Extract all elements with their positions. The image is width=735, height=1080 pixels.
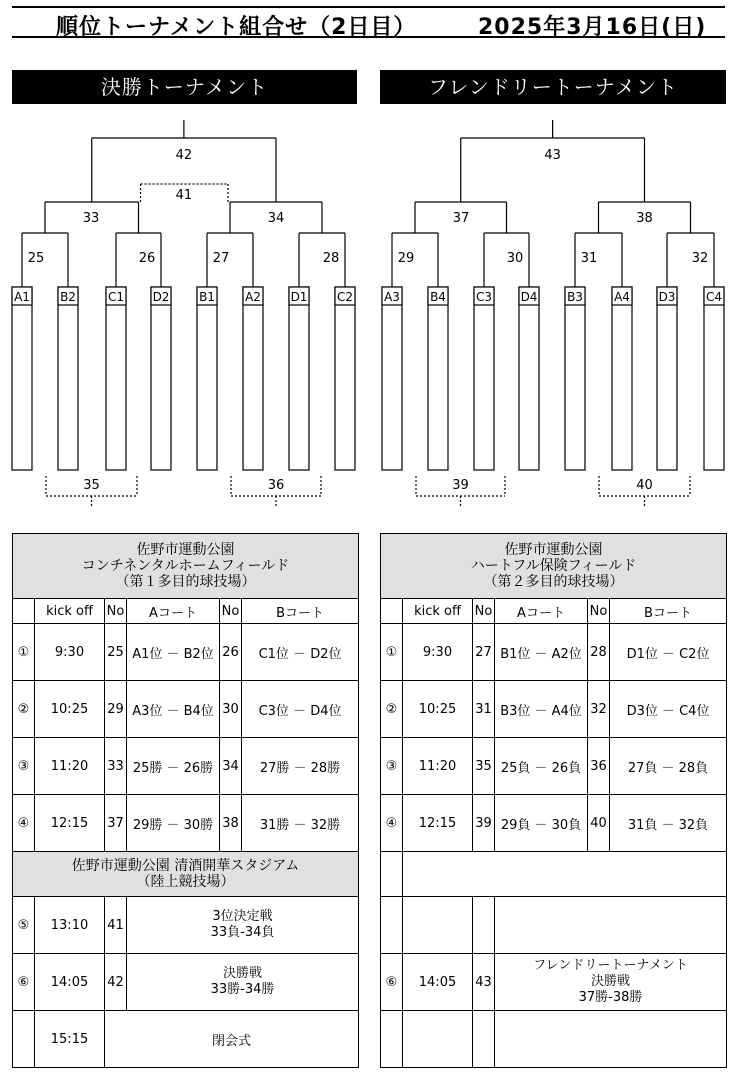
team-slot-box <box>382 287 402 470</box>
col-court-a: Aコート <box>495 599 588 624</box>
court-b-match: 27勝 － 28勝 <box>242 738 359 795</box>
match-no: 42 <box>105 954 127 1011</box>
team-label: A3 <box>384 290 400 304</box>
team-slot-box <box>612 287 632 470</box>
kickoff-time: 12:15 <box>403 795 473 852</box>
match-no: 40 <box>588 795 610 852</box>
table-row <box>13 795 359 852</box>
match-index: ⑥ <box>13 954 35 1011</box>
match-index <box>13 1011 35 1068</box>
banner-friendly-tournament: フレンドリートーナメント <box>380 70 726 104</box>
col-kickoff: kick off <box>403 599 473 624</box>
team-label: B1 <box>199 290 215 304</box>
table-row <box>381 681 727 738</box>
loser-match-no: 39 <box>452 478 469 493</box>
team-slot-box <box>151 287 171 470</box>
empty-cell <box>495 897 727 954</box>
team-label: C2 <box>336 290 354 304</box>
team-slot-box <box>289 287 309 470</box>
court-a-match: B3位 － A4位 <box>495 681 588 738</box>
court-a-match: A1位 － B2位 <box>127 624 220 681</box>
table-row <box>13 954 359 1011</box>
table-row <box>381 738 727 795</box>
match-no: 30 <box>220 681 242 738</box>
final-match-no: 43 <box>544 148 561 163</box>
team-slot-box <box>335 287 355 470</box>
col-no-a: No <box>473 599 495 624</box>
kickoff-time: 10:25 <box>35 681 105 738</box>
kickoff-time: 15:15 <box>35 1011 105 1068</box>
venue2-header: 佐野市運動公園 清酒開華スタジアム （陸上競技場） <box>13 852 359 897</box>
team-label: A4 <box>614 290 630 304</box>
kickoff-time: 9:30 <box>403 624 473 681</box>
quarter-match-no: 27 <box>212 251 230 266</box>
team-label: D1 <box>290 290 308 304</box>
match-no: 25 <box>105 624 127 681</box>
match-no: 34 <box>220 738 242 795</box>
court-a-match: 25勝 － 26勝 <box>127 738 220 795</box>
table-row <box>381 795 727 852</box>
match-no: 33 <box>105 738 127 795</box>
semi-match-no: 33 <box>82 211 100 226</box>
team-label: B3 <box>567 290 583 304</box>
final-match-no: 42 <box>175 148 193 163</box>
quarter-match-no: 25 <box>27 251 45 266</box>
table-row <box>13 897 359 954</box>
tournament-brackets <box>0 0 735 520</box>
table-row <box>13 624 359 681</box>
match-index: ⑥ <box>381 954 403 1011</box>
col-no-b: No <box>220 599 242 624</box>
empty-cell <box>473 1011 495 1068</box>
court-b-match: C3位 － D4位 <box>242 681 359 738</box>
team-label: C4 <box>705 290 723 304</box>
quarter-match-no: 32 <box>691 251 709 266</box>
col-no-b: No <box>588 599 610 624</box>
court-a-match: A3位 － B4位 <box>127 681 220 738</box>
schedule-table-left <box>12 533 359 1068</box>
court-a-match: B1位 － A2位 <box>495 624 588 681</box>
empty-cell <box>403 852 727 897</box>
match-description: 決勝戦 33勝-34勝 <box>127 954 359 1011</box>
match-description: フレンドリートーナメント 決勝戦 37勝-38勝 <box>495 954 727 1011</box>
team-slot-box <box>197 287 217 470</box>
quarter-match-no: 29 <box>397 251 415 266</box>
match-no: 37 <box>105 795 127 852</box>
kickoff-time: 14:05 <box>35 954 105 1011</box>
team-slot-box <box>565 287 585 470</box>
schedule-table-right <box>380 533 727 1068</box>
empty-cell <box>473 897 495 954</box>
title-left: 順位トーナメント組合せ（2日目） <box>56 15 417 40</box>
loser-match-no: 36 <box>267 478 285 493</box>
empty-cell <box>403 1011 473 1068</box>
match-index: ③ <box>13 738 35 795</box>
court-b-match: D1位 － C2位 <box>610 624 727 681</box>
match-no: 26 <box>220 624 242 681</box>
team-label: A2 <box>245 290 261 304</box>
semi-match-no: 34 <box>267 211 285 226</box>
venue-header: 佐野市運動公園 ハートフル保険フィールド （第２多目的球技場） <box>381 534 727 599</box>
table-row <box>13 681 359 738</box>
semi-match-no: 38 <box>636 211 653 226</box>
team-slot-box <box>657 287 677 470</box>
match-index: ② <box>381 681 403 738</box>
match-no: 32 <box>588 681 610 738</box>
quarter-match-no: 31 <box>580 251 598 266</box>
col-idx <box>13 599 35 624</box>
match-index: ⑤ <box>13 897 35 954</box>
col-court-a: Aコート <box>127 599 220 624</box>
banner-final-tournament: 決勝トーナメント <box>12 70 357 104</box>
match-index: ① <box>381 624 403 681</box>
kickoff-time: 10:25 <box>403 681 473 738</box>
kickoff-time: 14:05 <box>403 954 473 1011</box>
team-label: C3 <box>475 290 493 304</box>
loser-match-no: 35 <box>83 478 100 493</box>
team-slot-box <box>12 287 32 470</box>
team-label: D4 <box>520 290 538 304</box>
court-b-match: D3位 － C4位 <box>610 681 727 738</box>
match-no: 31 <box>473 681 495 738</box>
table-row <box>381 954 727 1011</box>
empty-cell <box>381 1011 403 1068</box>
semi-match-no: 37 <box>452 211 470 226</box>
match-no: 39 <box>473 795 495 852</box>
team-slot-box <box>474 287 494 470</box>
match-no: 43 <box>473 954 495 1011</box>
match-no: 29 <box>105 681 127 738</box>
team-label: B2 <box>60 290 76 304</box>
closing-ceremony: 閉会式 <box>105 1011 359 1068</box>
match-no: 35 <box>473 738 495 795</box>
team-label: D3 <box>658 290 676 304</box>
court-b-match: C1位 － D2位 <box>242 624 359 681</box>
match-no: 28 <box>588 624 610 681</box>
kickoff-time: 9:30 <box>35 624 105 681</box>
venue-header: 佐野市運動公園 コンチネンタルホームフィールド （第１多目的球技場） <box>13 534 359 599</box>
court-a-match: 29負 － 30負 <box>495 795 588 852</box>
quarter-match-no: 28 <box>322 251 340 266</box>
empty-cell <box>381 897 403 954</box>
court-a-match: 29勝 － 30勝 <box>127 795 220 852</box>
match-index: ① <box>13 624 35 681</box>
quarter-match-no: 26 <box>138 251 156 266</box>
court-b-match: 31勝 － 32勝 <box>242 795 359 852</box>
third-place-match-no: 41 <box>175 188 193 203</box>
kickoff-time: 11:20 <box>403 738 473 795</box>
team-label: C1 <box>107 290 125 304</box>
empty-cell <box>403 897 473 954</box>
team-label: A1 <box>14 290 30 304</box>
kickoff-time: 12:15 <box>35 795 105 852</box>
team-label: D2 <box>152 290 170 304</box>
court-b-match: 27負 － 28負 <box>610 738 727 795</box>
table-row <box>381 624 727 681</box>
match-description: 3位決定戦 33負-34負 <box>127 897 359 954</box>
match-index: ③ <box>381 738 403 795</box>
title-date: 2025年3月16日(日) <box>478 15 707 40</box>
col-court-b: Bコート <box>242 599 359 624</box>
team-slot-box <box>519 287 539 470</box>
match-index: ④ <box>381 795 403 852</box>
team-label: B4 <box>430 290 446 304</box>
team-slot-box <box>428 287 448 470</box>
empty-cell <box>381 852 403 897</box>
table-row <box>13 738 359 795</box>
team-slot-box <box>243 287 263 470</box>
col-idx <box>381 599 403 624</box>
match-no: 27 <box>473 624 495 681</box>
loser-match-no: 40 <box>636 478 653 493</box>
table-row <box>13 1011 359 1068</box>
match-no: 38 <box>220 795 242 852</box>
court-b-match: 31負 － 32負 <box>610 795 727 852</box>
quarter-match-no: 30 <box>506 251 524 266</box>
kickoff-time: 13:10 <box>35 897 105 954</box>
col-court-b: Bコート <box>610 599 727 624</box>
kickoff-time: 11:20 <box>35 738 105 795</box>
col-no-a: No <box>105 599 127 624</box>
team-slot-box <box>106 287 126 470</box>
match-no: 36 <box>588 738 610 795</box>
match-no: 41 <box>105 897 127 954</box>
empty-cell <box>495 1011 727 1068</box>
court-a-match: 25負 － 26負 <box>495 738 588 795</box>
match-index: ② <box>13 681 35 738</box>
team-slot-box <box>58 287 78 470</box>
col-kickoff: kick off <box>35 599 105 624</box>
match-index: ④ <box>13 795 35 852</box>
team-slot-box <box>704 287 724 470</box>
